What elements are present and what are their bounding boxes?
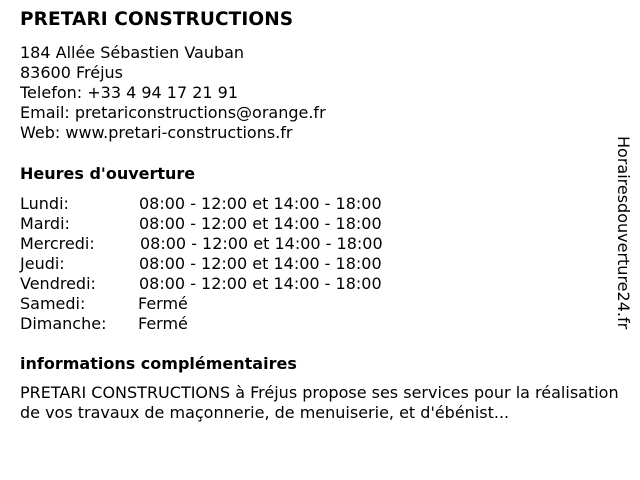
website: Web: www.pretari-constructions.fr [20, 123, 293, 142]
day-label: Lundi: [20, 194, 69, 213]
day-hours: Fermé [138, 314, 188, 333]
day-hours: 08:00 - 12:00 et 14:00 - 18:00 [139, 214, 382, 233]
day-label: Jeudi: [20, 254, 65, 273]
day-label: Mercredi: [20, 234, 95, 253]
day-hours: 08:00 - 12:00 et 14:00 - 18:00 [139, 194, 382, 213]
info-heading: informations complémentaires [20, 354, 297, 373]
info-text: PRETARI CONSTRUCTIONS à Fréjus propose ses services pour la réalisation de vos travaux de maçonnerie, de menuiserie, et d'ébénist... [20, 383, 619, 422]
phone: Telefon: +33 4 94 17 21 91 [20, 83, 239, 102]
day-hours: Fermé [138, 294, 188, 313]
address-line1: 184 Allée Sébastien Vauban [20, 43, 245, 62]
address-line2: 83600 Fréjus [20, 63, 124, 82]
day-label: Vendredi: [20, 274, 96, 293]
day-hours: 08:00 - 12:00 et 14:00 - 18:00 [140, 234, 383, 253]
day-hours: 08:00 - 12:00 et 14:00 - 18:00 [139, 254, 382, 273]
day-hours: 08:00 - 12:00 et 14:00 - 18:00 [139, 274, 382, 293]
hours-heading: Heures d'ouverture [20, 164, 196, 183]
contact-block [20, 43, 326, 143]
site-watermark: Horairesdouverture24.fr [614, 136, 633, 330]
business-name: PRETARI CONSTRUCTIONS [20, 9, 294, 30]
email: Email: pretariconstructions@orange.fr [20, 103, 326, 122]
day-label: Samedi: [20, 294, 86, 313]
day-label: Mardi: [20, 214, 70, 233]
day-label: Dimanche: [20, 314, 107, 333]
